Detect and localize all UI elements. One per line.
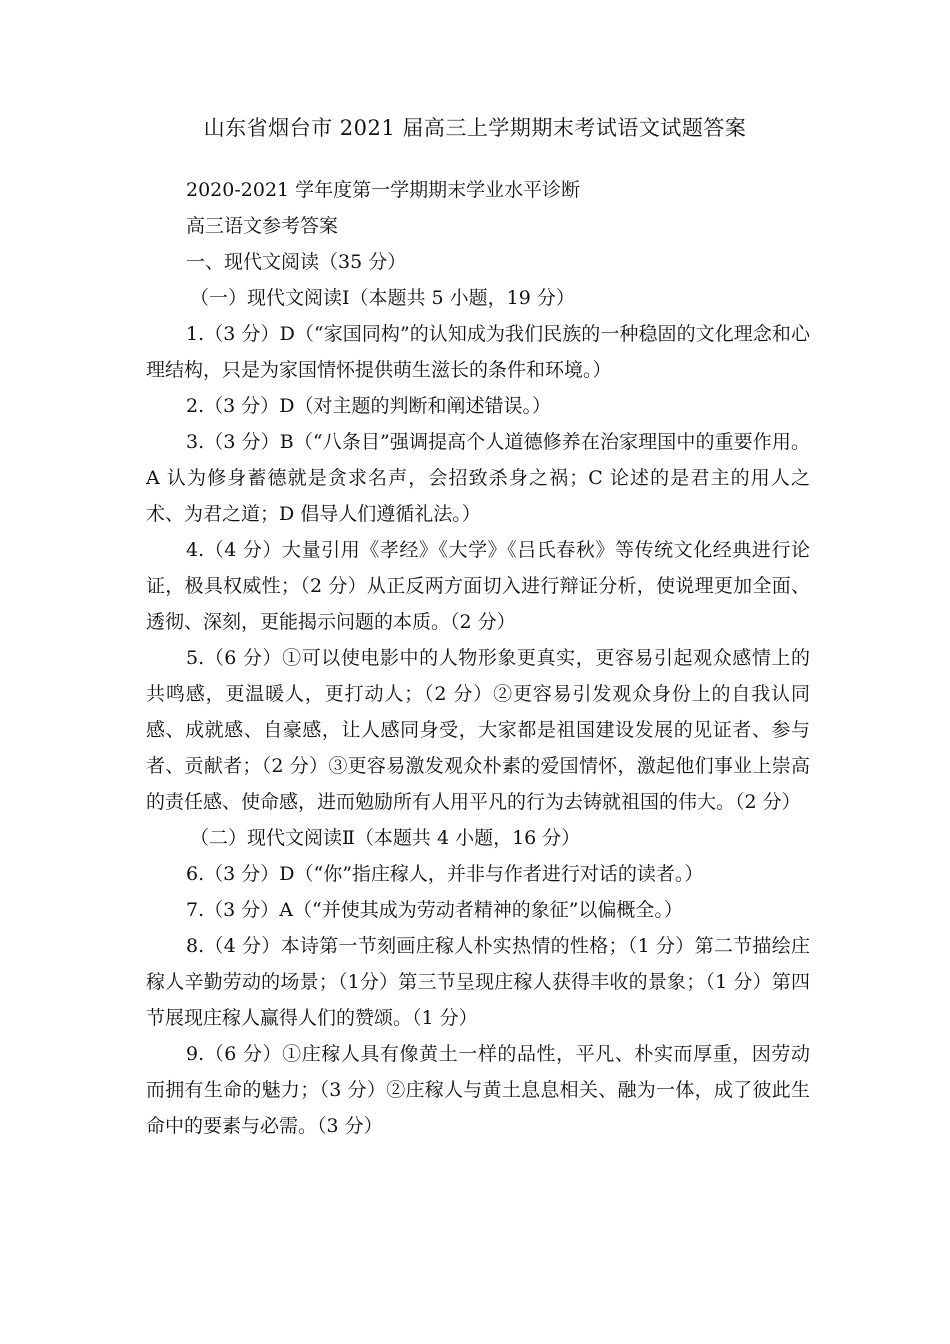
document-title: 山东省烟台市 2021 届高三上学期期末考试语文试题答案 [203, 116, 747, 140]
answer-content [146, 172, 810, 1144]
answer-3: 3.（3 分）B（“八条目”强调提高个人道德修养在治家理国中的重要作用。A 认为修身蓄德就是贪求名声，会招致杀身之祸；C 论述的是君主的用人之术、为君之道；D 倡导人们遵循礼法。） [146, 431, 810, 525]
part-two-heading: （二）现代文阅读Ⅱ（本题共 4 小题，16 分） [190, 827, 581, 849]
answer-9: 9.（6 分）①庄稼人具有像黄土一样的品性，平凡、朴实而厚重，因劳动而拥有生命的魅力；（3 分）②庄稼人与黄土息息相关、融为一体，成了彼此生命中的要素与必需。（3 分） [146, 1043, 810, 1137]
answer-6: 6.（3 分）D（“你”指庄稼人，并非与作者进行对话的读者。） [186, 863, 704, 885]
answer-5: 5.（6 分）①可以使电影中的人物形象更真实，更容易引起观众感情上的共鸣感，更温暖人，更打动人；（2 分）②更容易引发观众身份上的自我认同感、成就感、自豪感，让人感同身受，大家都是祖国建设发展的见证者、参与者、贡献者；（2 分）③更容易激发观众朴素的爱国情怀，激起他们事业上崇高的责任感、使命感，进而勉励所有人用平凡的行为去铸就祖国的伟大。（2 分） [146, 647, 810, 813]
answer-4: 4.（4 分）大量引用《孝经》《大学》《吕氏春秋》等传统文化经典进行论证，极具权威性；（2 分）从正反两方面切入进行辩证分析，使说理更加全面、透彻、深刻，更能揭示问题的本质。（2 分） [146, 539, 810, 633]
answer-7: 7.（3 分）A（“并使其成为劳动者精神的象征”以偏概全。） [186, 899, 683, 921]
part-one-heading: （一）现代文阅读Ⅰ（本题共 5 小题，19 分） [190, 287, 575, 309]
answer-1: 1.（3 分）D（“家国同构”的认知成为我们民族的一种稳固的文化理念和心理结构，只是为家国情怀提供萌生滋长的条件和环境。） [146, 323, 810, 381]
year-heading: 2020-2021 学年度第一学期期末学业水平诊断 [186, 179, 581, 201]
answer-8: 8.（4 分）本诗第一节刻画庄稼人朴实热情的性格；（1 分）第二节描绘庄稼人辛勤劳动的场景；（1分）第三节呈现庄稼人获得丰收的景象；（1 分）第四节展现庄稼人赢得人们的赞颂。（1 分） [146, 935, 810, 1029]
answer-2: 2.（3 分）D（对主题的判断和阐述错误。） [186, 395, 551, 417]
section-heading: 一、现代文阅读（35 分） [186, 251, 407, 273]
subject-heading: 高三语文参考答案 [186, 215, 339, 237]
